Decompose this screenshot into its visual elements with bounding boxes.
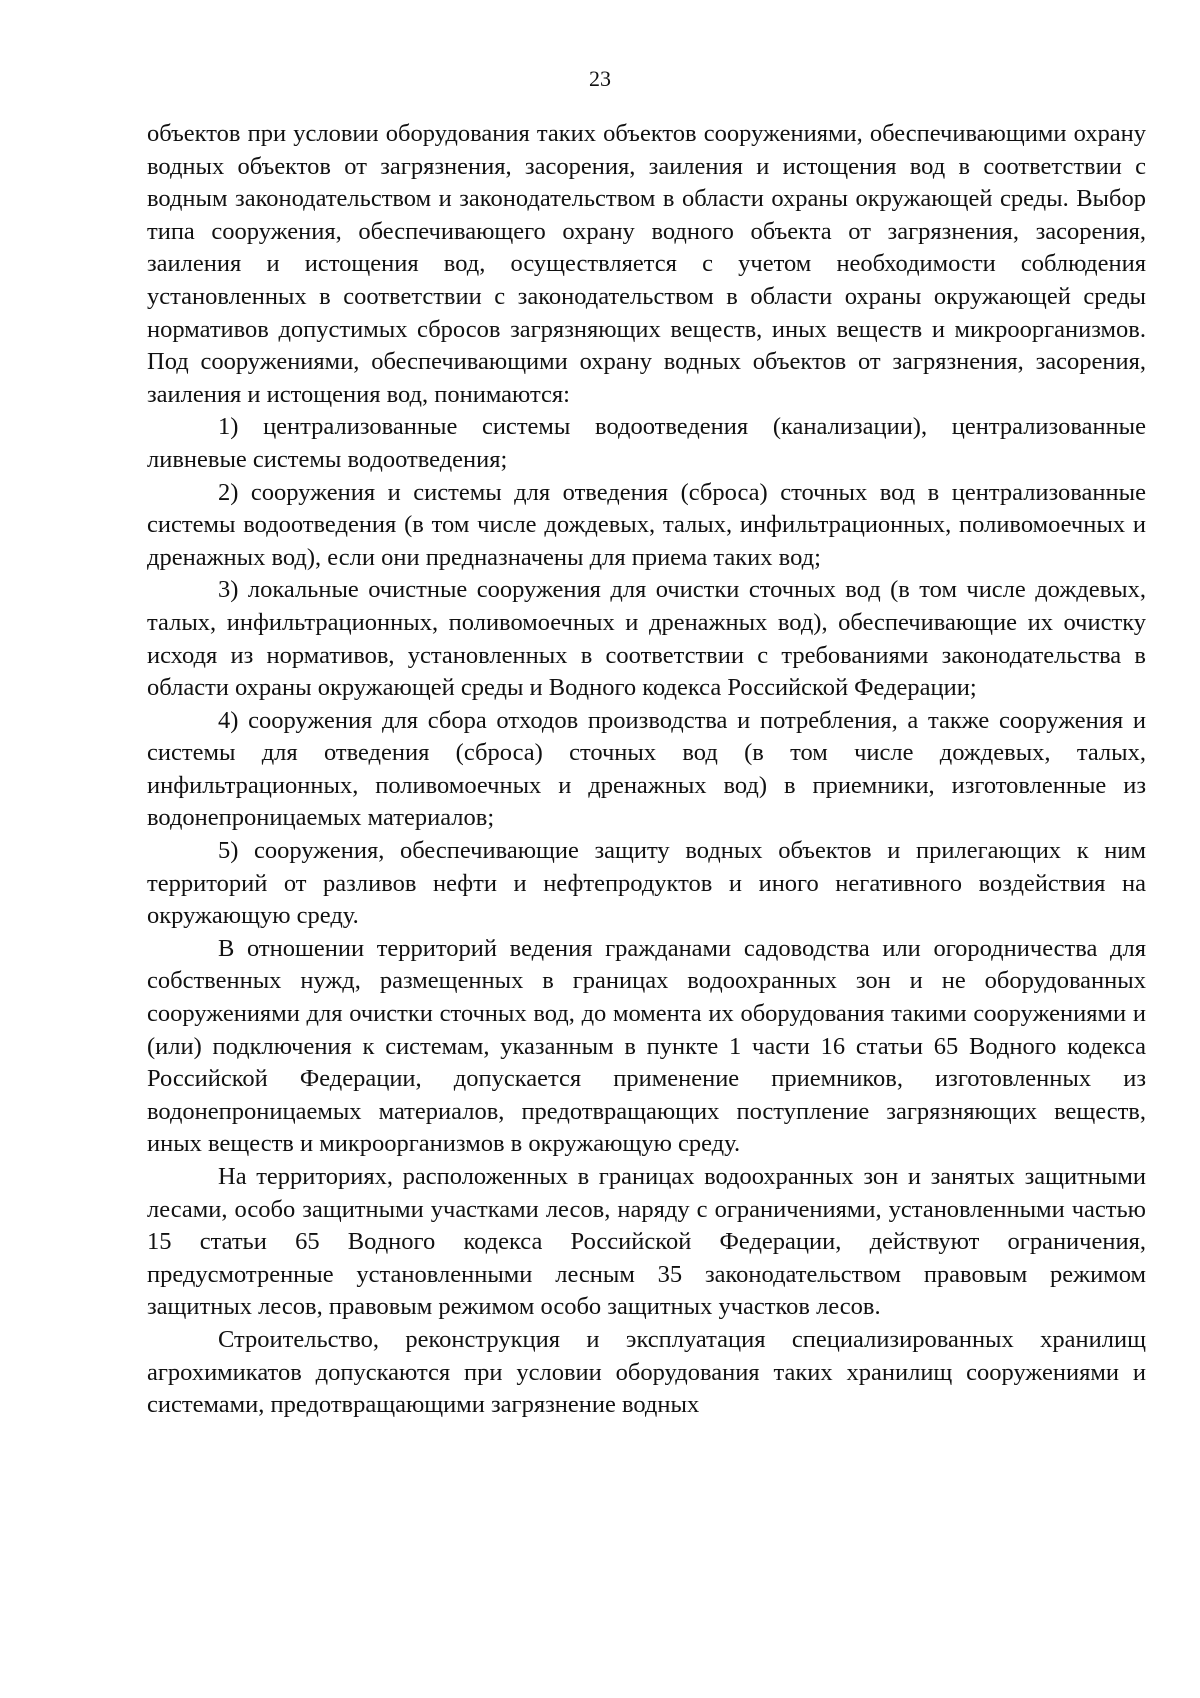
document-body — [147, 118, 1146, 1422]
list-item-3: 3) локальные очистные сооружения для очистки сточных вод (в том числе дождевых, талых, инфильтрационных, поливомоечных и дренажных вод), обеспечивающие их очистку исходя из нормативов, установленных в соответствии с требованиями законодательства в области охраны окружающей среды и Водного кодекса Российской Федерации; — [147, 576, 1146, 702]
list-item-1: 1) централизованные системы водоотведения (канализации), централизованные ливневые системы водоотведения; — [147, 413, 1146, 473]
paragraph-continuation: объектов при условии оборудования таких объектов сооружениями, обеспечивающими охрану водных объектов от загрязнения, засорения, заиления и истощения вод в соответствии с водным законодательством и законодательством в области охраны окружающей среды. Выбор типа сооружения, обеспечивающего охрану водного объекта от загрязнения, засорения, заиления и истощения вод, осуществляется с учетом необходимости соблюдения установленных в соответствии с законодательством в области охраны окружающей среды нормативов допустимых сбросов загрязняющих веществ, иных веществ и микроорганизмов. Под сооружениями, обеспечивающими охрану водных объектов от загрязнения, засорения, заиления и истощения вод, понимаются: — [147, 120, 1146, 408]
list-item-2: 2) сооружения и системы для отведения (сброса) сточных вод в централизованные системы водоотведения (в том числе дождевых, талых, инфильтрационных, поливомоечных и дренажных вод), если они предназначены для приема таких вод; — [147, 478, 1146, 571]
list-item-5: 5) сооружения, обеспечивающие защиту водных объектов и прилегающих к ним территорий от разливов нефти и нефтепродуктов и иного негативного воздействия на окружающую среду. — [147, 837, 1146, 930]
page-number: 23 — [589, 66, 611, 91]
paragraph-gardening-territories: В отношении территорий ведения гражданами садоводства или огородничества для собственных нужд, размещенных в границах водоохранных зон и не оборудованных сооружениями для очистки сточных вод, до момента их оборудования такими сооружениями и (или) подключения к системам, указанным в пункте 1 части 16 статьи 65 Водного кодекса Российской Федерации, допускается применение приемников, изготовленных из водонепроницаемых материалов, предотвращающих поступление загрязняющих веществ, иных веществ и микроорганизмов в окружающую среду. — [147, 934, 1146, 1158]
paragraph-protective-forests: На территориях, расположенных в границах водоохранных зон и занятых защитными лесами, особо защитными участками лесов, наряду с ограничениями, установленными частью 15 статьи 65 Водного кодекса Российской Федерации, действуют ограничения, предусмотренные установленными лесным 35 законодательством правовым режимом защитных лесов, правовым режимом особо защитных участков лесов. — [147, 1163, 1146, 1321]
list-item-4: 4) сооружения для сбора отходов производства и потребления, а также сооружения и системы для отведения (сброса) сточных вод (в том числе дождевых, талых, инфильтрационных, поливомоечных и дренажных вод) в приемники, изготовленные из водонепроницаемых материалов; — [147, 706, 1146, 832]
paragraph-agrochemical-storage: Строительство, реконструкция и эксплуатация специализированных хранилищ агрохимикатов допускаются при условии оборудования таких хранилищ сооружениями и системами, предотвращающими загрязнение водных — [147, 1325, 1146, 1419]
